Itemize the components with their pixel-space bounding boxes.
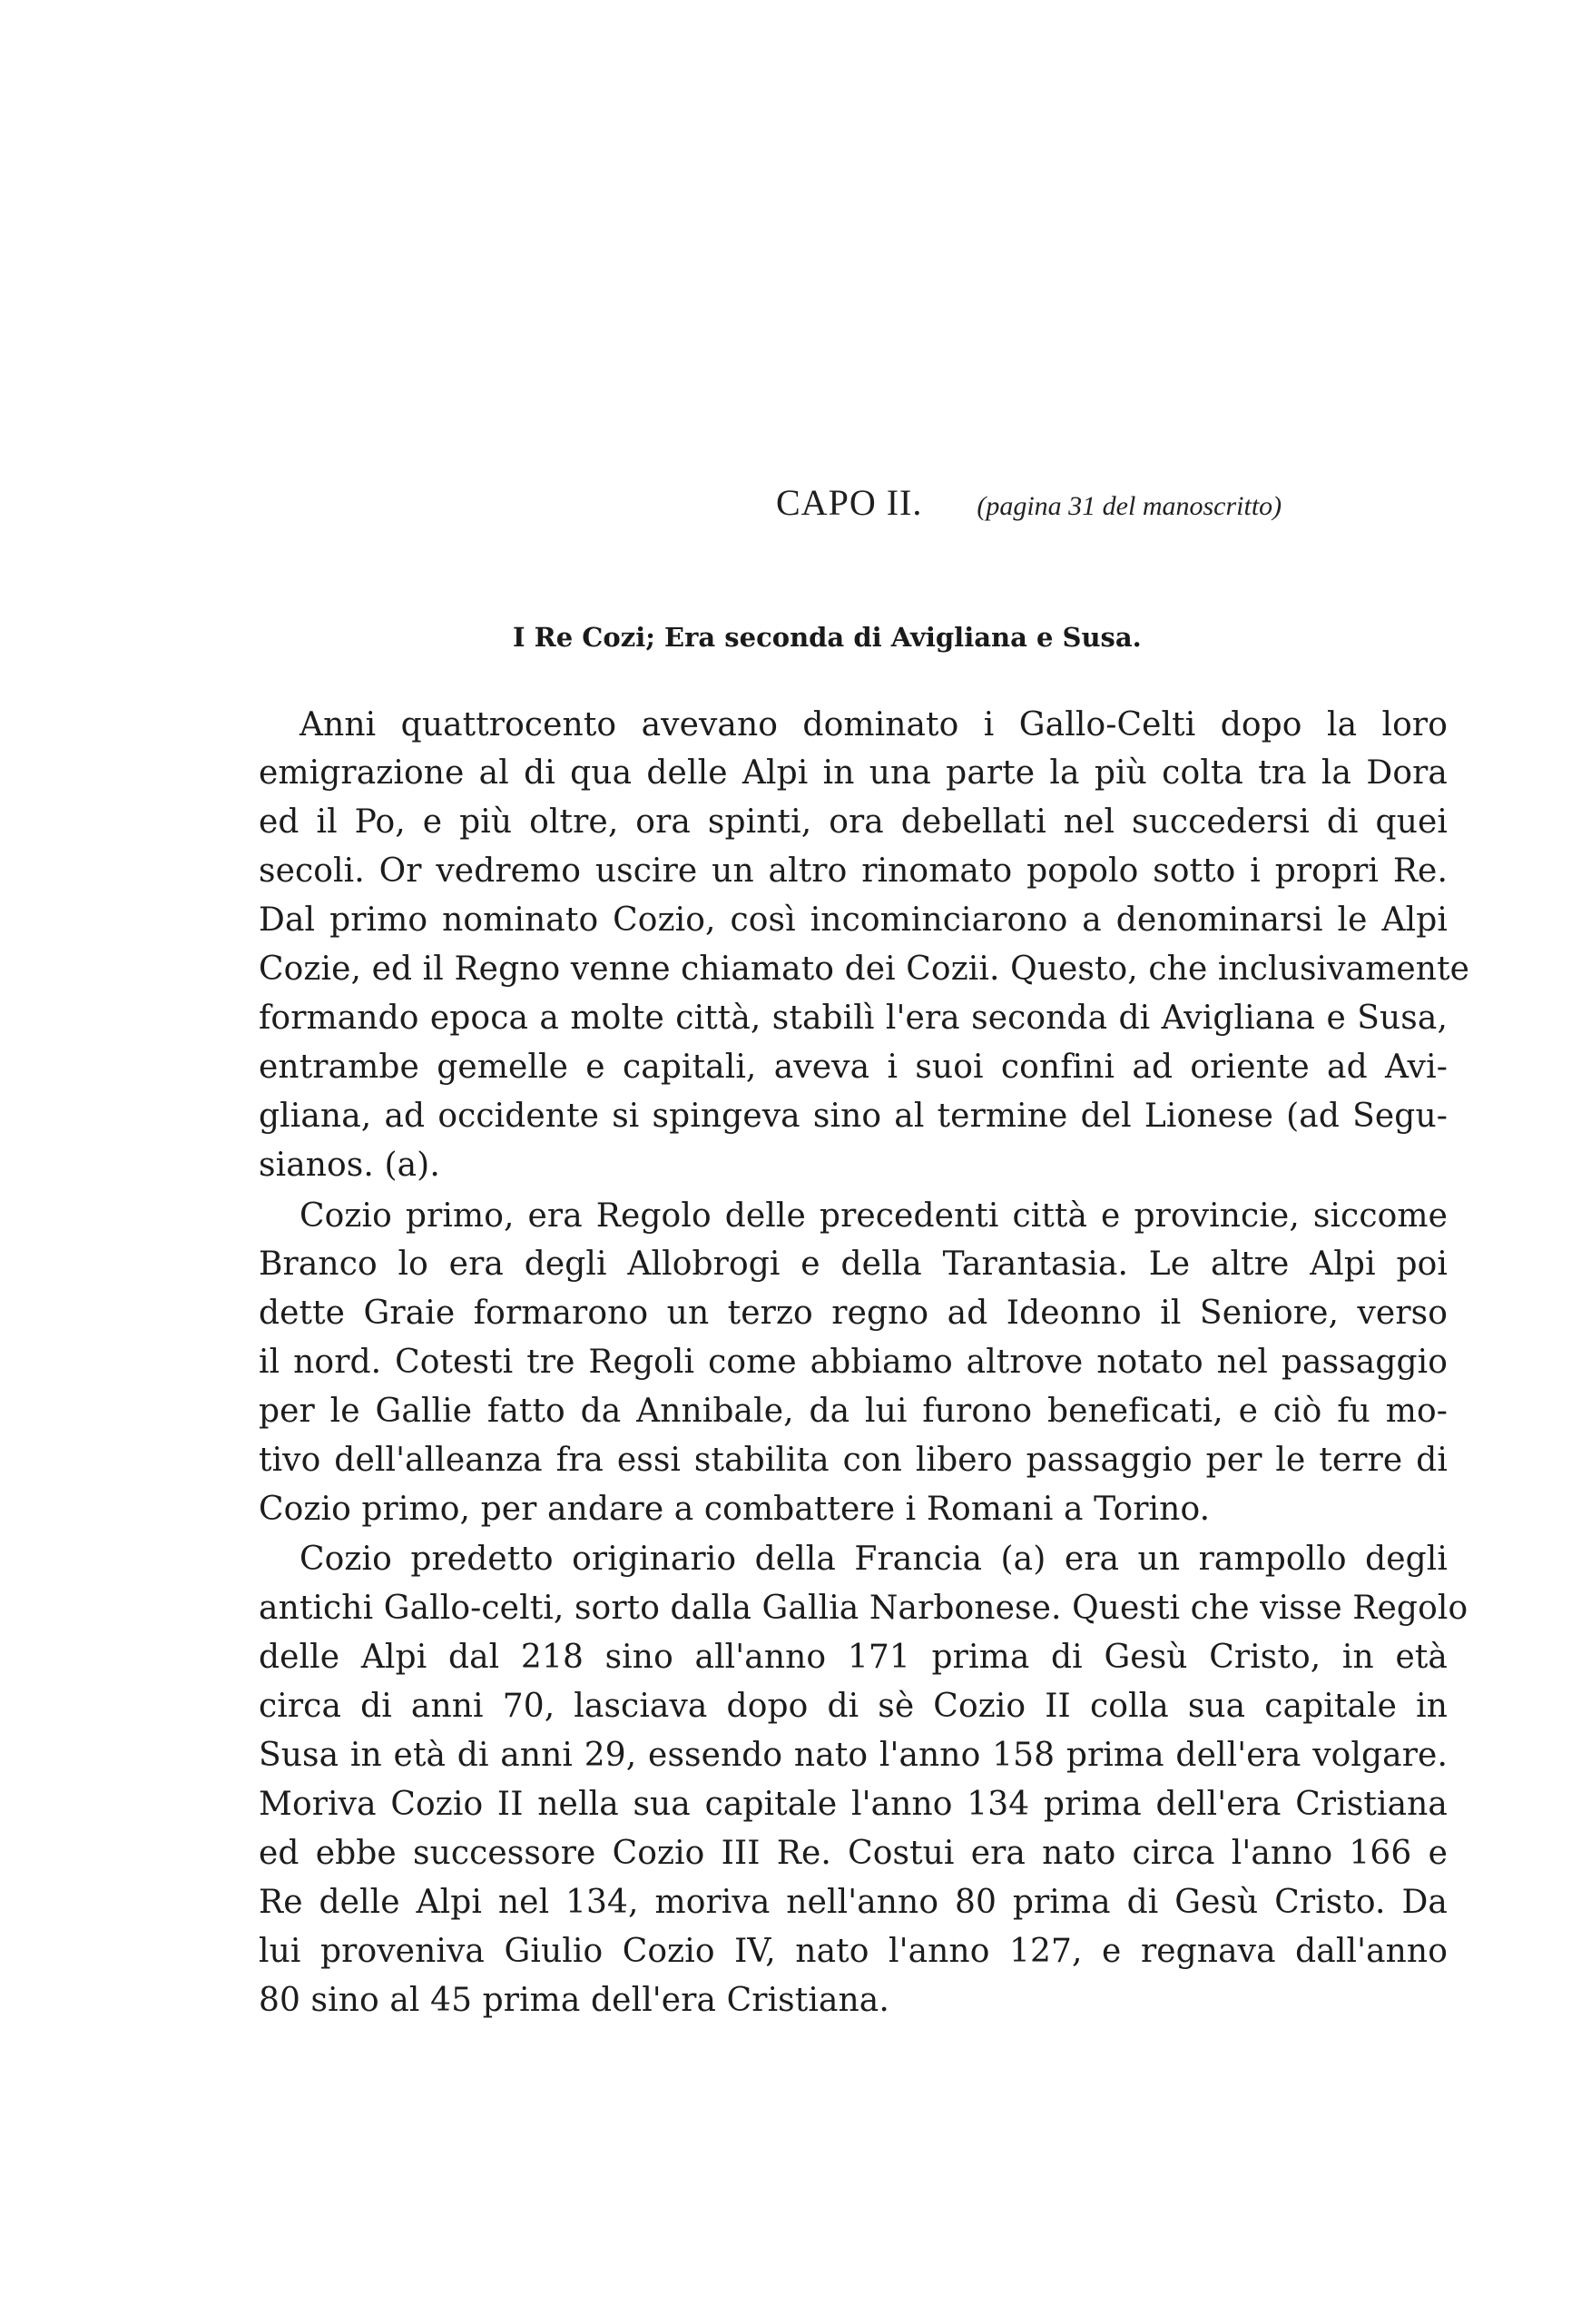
text-line: Cozio predetto originario della Francia (a) era un rampollo degli — [300, 1541, 1448, 1578]
text-line: per le Gallie fatto da Annibale, da lui furono beneficati, e ciò fu mo- — [259, 1393, 1448, 1430]
text-line: Moriva Cozio II nella sua capitale l'anno 134 prima dell'era Cristiana — [259, 1786, 1448, 1823]
text-line: formando epoca a molte città, stabilì l'era seconda di Avigliana e Susa, — [259, 1000, 1448, 1037]
text-line: antichi Gallo-celti, sorto dalla Gallia Narbonese. Questi che visse Regolo — [259, 1590, 1468, 1627]
text-line: lui proveniva Giulio Cozio IV, nato l'anno 127, e regnava dall'anno — [259, 1933, 1448, 1970]
text-line: Cozie, ed il Regno venne chiamato dei Cozii. Questo, che inclusivamente — [259, 950, 1470, 988]
text-line: sianos. (a). — [259, 1147, 440, 1184]
text-line: dette Graie formarono un terzo regno ad Ideonno il Seniore, verso — [259, 1295, 1448, 1332]
text-line: il nord. Cotesti tre Regoli come abbiamo altrove notato nel passaggio — [259, 1344, 1448, 1381]
text-line: emigrazione al di qua delle Alpi in una parte la più colta tra la Dora — [259, 754, 1448, 792]
text-line: Cozio primo, era Regolo delle precedenti città e provincie, siccome — [300, 1197, 1448, 1235]
text-line: ed ebbe successore Cozio III Re. Costui era nato circa l'anno 166 e — [259, 1835, 1448, 1872]
text-line: Anni quattrocento avevano dominato i Gallo-Celti dopo la loro — [300, 706, 1448, 743]
text-line: gliana, ad occidente si spingeva sino al termine del Lionese (ad Segu- — [259, 1098, 1448, 1135]
text-line: circa di anni 70, lasciava dopo di sè Cozio II colla sua capitale in — [259, 1688, 1448, 1725]
chapter-subtitle: I Re Cozi; Era seconda di Avigliana e Susa. — [513, 622, 1142, 653]
chapter-title: CAPO II. — [776, 482, 923, 523]
text-line: entrambe gemelle e capitali, aveva i suoi confini ad oriente ad Avi- — [259, 1049, 1448, 1086]
text-line: tivo dell'alleanza fra essi stabilita con libero passaggio per le terre di — [259, 1442, 1448, 1479]
text-line: 80 sino al 45 prima dell'era Cristiana. — [259, 1982, 889, 2019]
text-line: Re delle Alpi nel 134, moriva nell'anno 80 prima di Gesù Cristo. Da — [259, 1884, 1448, 1921]
text-line: Branco lo era degli Allobrogi e della Tarantasia. Le altre Alpi poi — [259, 1246, 1448, 1283]
text-line: Susa in età di anni 29, essendo nato l'anno 158 prima dell'era volgare. — [259, 1737, 1448, 1774]
text-line: delle Alpi dal 218 sino all'anno 171 prima di Gesù Cristo, in età — [259, 1639, 1448, 1676]
text-line: secoli. Or vedremo uscire un altro rinomato popolo sotto i propri Re. — [259, 852, 1448, 890]
text-line: ed il Po, e più oltre, ora spinti, ora debellati nel succedersi di quei — [259, 803, 1448, 841]
text-line: Dal primo nominato Cozio, così incominciarono a denominarsi le Alpi — [259, 901, 1448, 939]
text-line: Cozio primo, per andare a combattere i Romani a Torino. — [259, 1491, 1211, 1528]
manuscript-reference: (pagina 31 del manoscritto) — [977, 491, 1282, 521]
